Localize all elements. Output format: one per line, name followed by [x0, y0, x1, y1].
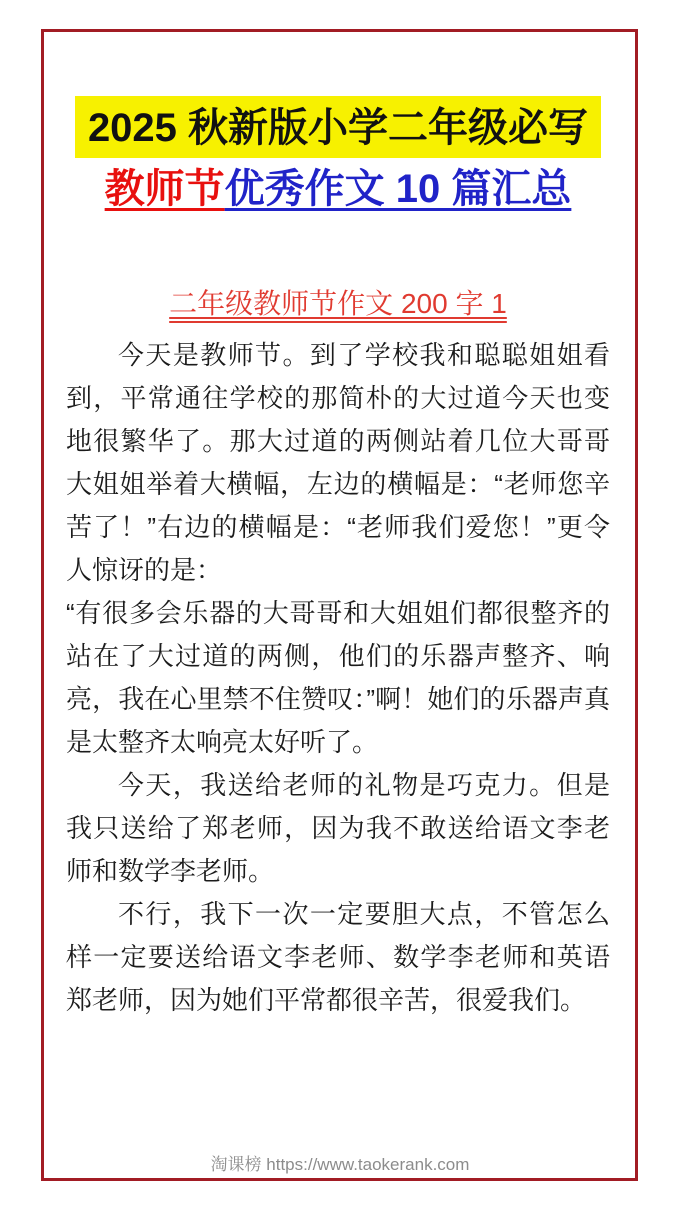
title-red-segment: 教师节 — [104, 167, 225, 211]
footer-credit: 淘课榜 https://www.taokerank.com — [210, 1155, 470, 1174]
essay-paragraph: 不行，我下一次一定要胆大点，不管怎么样一定要送给语文李老师、数学李老师和英语郑老师，因为她们平常都很辛苦，很爱我们。 — [66, 899, 610, 1016]
essay-paragraph: “有很多会乐器的大哥哥和大姐姐们都很整齐的站在了大过道的两侧，他们的乐器声整齐、响亮，我在心里禁不住赞叹：”啊！她们的乐器声真是太整齐太响亮太好听了。 — [66, 598, 610, 758]
title-highlight: 2025 秋新版小学二年级必写 — [75, 96, 601, 158]
essay-heading: 二年级教师节作文 200 字 1 — [169, 288, 507, 319]
title-blue-segment: 优秀作文 10 篇汇总 — [224, 167, 572, 211]
main-title-line1 — [66, 96, 610, 158]
essay-paragraph: 今天是教师节。到了学校我和聪聪姐姐看到，平常通往学校的那简朴的大过道今天也变地很繁华了。那大过道的两侧站着几位大哥哥大姐姐举着大横幅，左边的横幅是：“老师您辛苦了！”右边的横幅是：“老师我们爱您！”更令人惊讶的是： — [66, 340, 610, 586]
page-content — [66, 96, 610, 1022]
essay-paragraph: 今天，我送给老师的礼物是巧克力。但是我只送给了郑老师，因为我不敢送给语文李老师和数学李老师。 — [66, 770, 610, 887]
essay-body — [66, 334, 610, 1022]
essay-heading-row — [66, 286, 610, 322]
main-title-line2 — [66, 164, 610, 214]
